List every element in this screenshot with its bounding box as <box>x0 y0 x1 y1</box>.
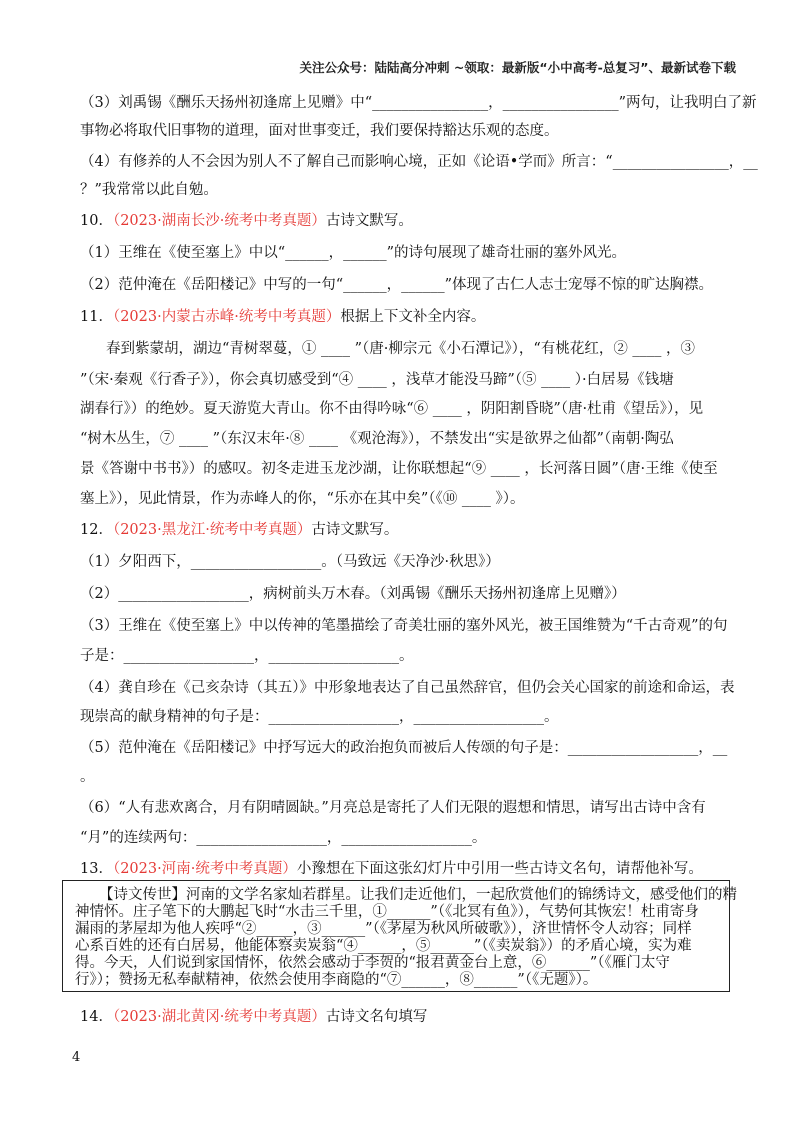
source-tag: （2023·黑龙江·统考中考真题） <box>112 522 312 538</box>
box-line: 神情怀。庄子笔下的大鹏起飞时“水击三千里，①______”（《北冥有鱼》），气势何其恢宏！杜甫寄身 <box>75 904 699 920</box>
text-line: “树木丛生，⑦ ____ ”（东汉末年·⑧ ____ 《观沧海》），不禁发出“实是欲界之仙都”（南朝·陶弘 <box>80 431 674 447</box>
question-11-heading: 11．（2023·内蒙古赤峰·统考中考真题）根据上下文补全内容。 <box>80 309 486 325</box>
text-line: （2）__________________，病树前头万木春。（刘禹锡《酬乐天扬州初逢席上见赠》） <box>80 586 626 602</box>
text-line: （5）范仲淹在《岳阳楼记》中抒写远大的政治抱负而被后人传颂的句子是：__________________，__ <box>80 740 728 756</box>
text-line: （3）王维在《使至塞上》中以传神的笔墨描绘了奇美壮丽的塞外风光，被王国维赞为“千古奇观”的句 <box>80 618 728 634</box>
box-line: 行》）；赞扬无私奉献精神，依然会使用李商隐的“⑦______，⑧______”（《无题》）。 <box>75 972 598 988</box>
text-line: （3）刘禹锡《酬乐天扬州初逢席上见赠》中“________________，________________”两句，让我明白了新 <box>80 95 757 111</box>
box-line: 得。今天，人们说到家国情怀，依然会感动于李贺的“报君黄金台上意，⑥______”（《雁门太守 <box>75 955 670 971</box>
question-10-heading: 10．（2023·湖南长沙·统考中考真题）古诗文默写。 <box>80 213 413 229</box>
text-line: “月”的连续两句：__________________，__________________。 <box>80 830 487 846</box>
text-line: （4）有修养的人不会因为别人不了解自己而影响心境，正如《论语•学而》所言：“________________，__ <box>80 154 758 170</box>
box-line: 【诗文传世】河南的文学名家灿若群星。让我们走近他们，一起欣赏他们的锦绣诗文，感受他们的精 <box>99 887 737 903</box>
text-line: 现崇高的献身精神的句子是：__________________，__________________。 <box>80 709 559 725</box>
slide-text-box <box>62 880 737 992</box>
text-line: （1）夕阳西下，__________________。（马致远《天净沙·秋思》） <box>80 554 500 570</box>
text-line: （1）王维在《使至塞上》中以“______，______”的诗句展现了雄奇壮丽的塞外风光。 <box>80 245 627 261</box>
source-tag: （2023·湖南长沙·统考中考真题） <box>112 213 326 229</box>
question-12-heading: 12．（2023·黑龙江·统考中考真题）古诗文默写。 <box>80 522 399 538</box>
question-13-heading: 13．（2023·河南·统考中考真题）小豫想在下面这张幻灯片中引用一些古诗文名句，请帮他补写。 <box>80 861 703 877</box>
page-number: 4 <box>72 1050 81 1065</box>
source-tag: （2023·内蒙古赤峰·统考中考真题） <box>112 309 341 325</box>
source-tag: （2023·湖北黄冈·统考中考真题） <box>112 1009 326 1025</box>
text-line: ”（宋·秦观《行香子》），你会真切感受到“④ ____ ，浅草才能没马蹄”（⑤ ____ ）·白居易《钱塘 <box>80 372 674 388</box>
text-line: ？”我常常以此自勉。 <box>80 182 218 198</box>
text-line: 塞上》），见此情景，作为赤峰人的你，“乐亦在其中矣”（《⑩ ____ 》）。 <box>80 491 525 507</box>
source-tag: （2023·河南·统考中考真题） <box>112 861 297 877</box>
box-line: 心系百姓的还有白居易，他能体察卖炭翁“④______，⑤______”（《卖炭翁》）的矛盾心境，实为难 <box>75 938 692 954</box>
text-line: （2）范仲淹在《岳阳楼记》中写的一句“______，______”体现了古仁人志士宠辱不惊的旷达胸襟。 <box>80 277 714 293</box>
text-line: （6）“人有悲欢离合，月有阴晴圆缺。”月亮总是寄托了人们无限的遐想和情思，请写出古诗中含有 <box>80 800 706 816</box>
text-line: 春到紫蒙胡，湖边“青树翠蔓，① ____ ”（唐·柳宗元《小石潭记》），“有桃花红，② ____ ，③ <box>106 341 696 357</box>
box-line: 漏雨的茅屋却为他人疾呼“②_____，③______”（《茅屋为秋风所破歌》），济世情怀令人动容；同样 <box>75 921 692 937</box>
text-line: 事物必将取代旧事物的道理，面对世事变迁，我们要保持豁达乐观的态度。 <box>80 123 559 139</box>
text-line: 景《答谢中书书》）的感叹。初冬走进玉龙沙湖，让你联想起“⑨ ____ ，长河落日圆”（唐·王维《使至 <box>80 461 718 477</box>
text-line: 。 <box>80 769 95 785</box>
text-line: 子是：__________________，__________________。 <box>80 648 414 664</box>
text-line: 湖春行》）的绝妙。夏天游览大青山。你不由得吟咏“⑥ ____ ，阴阳割昏晓”（唐·杜甫《望岳》），见 <box>80 401 704 417</box>
page-header: 关注公众号：陆陆高分冲刺 ~领取：最新版“小中高考-总复习”、最新试卷下载 <box>299 60 736 75</box>
text-line: （4）龚自珍在《己亥杂诗（其五）》中形象地表达了自己虽然辞官，但仍会关心国家的前途和命运，表 <box>80 680 735 696</box>
question-14-heading: 14．（2023·湖北黄冈·统考中考真题）古诗文名句填写 <box>80 1009 428 1025</box>
